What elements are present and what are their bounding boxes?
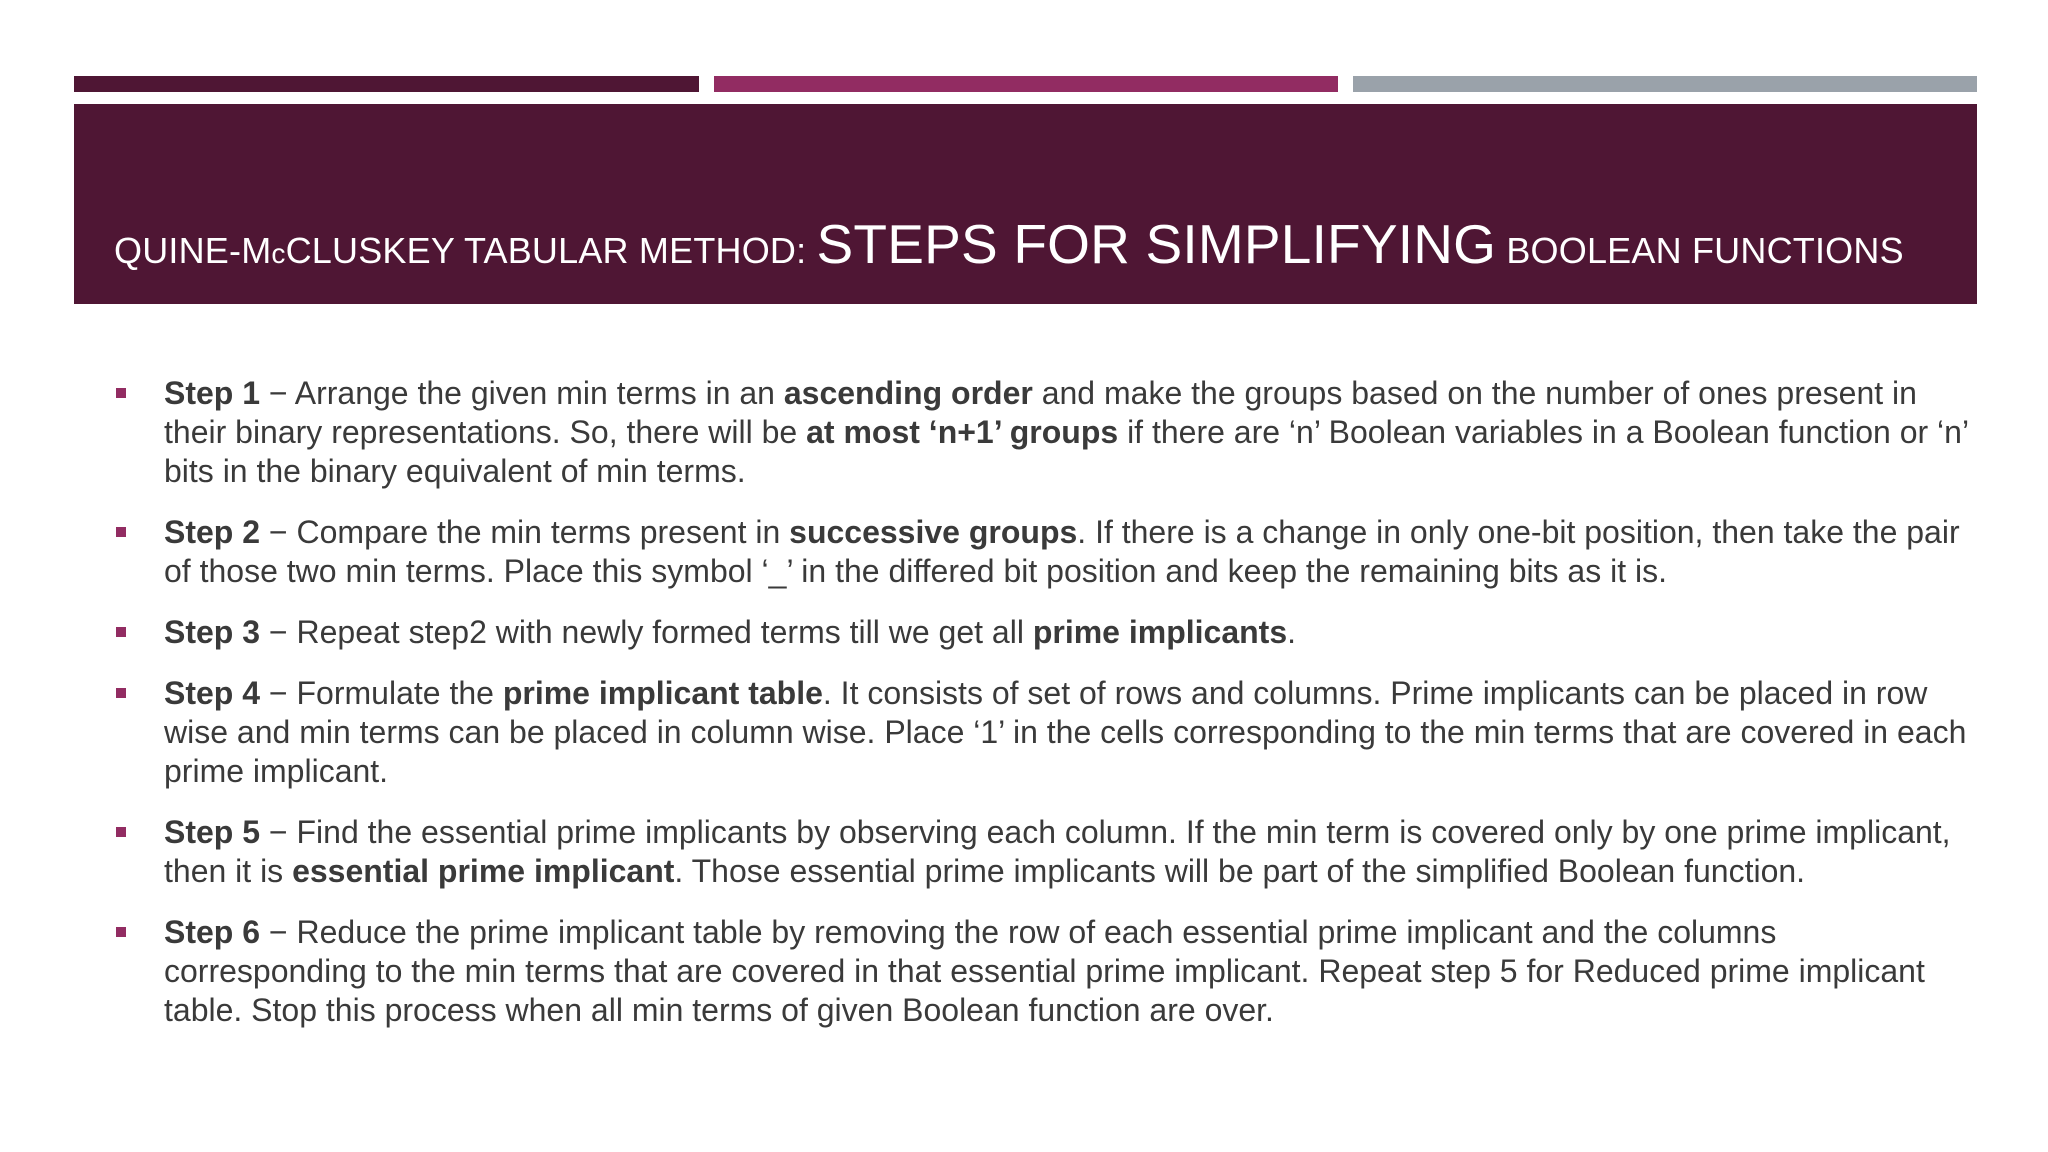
accent-bar-dark xyxy=(74,76,699,92)
step-emphasis: prime implicant table xyxy=(502,675,823,711)
title-part-4: STEPS FOR SIMPLIFYING xyxy=(816,213,1497,275)
step-label: Step 1 xyxy=(164,375,261,411)
bullet-square-icon xyxy=(116,827,126,837)
bullet-square-icon xyxy=(116,927,126,937)
bullet-square-icon xyxy=(116,388,126,398)
step-item xyxy=(112,513,1972,591)
bullet-square-icon xyxy=(116,627,126,637)
step-emphasis: essential prime implicant xyxy=(292,853,675,889)
step-text: − Find the essential prime implicants by observing each column. If the min term is covered only by one prime implicant, then it is xyxy=(164,814,1951,889)
step-text: − Formulate the xyxy=(260,675,503,711)
step-text: . It consists of set of rows and columns. Prime implicants can be placed in row wise and min terms can be placed in column wise. Place ‘1’ in the cells corresponding to the min terms that are covered in each prime implicant. xyxy=(164,675,1967,789)
slide-title xyxy=(114,212,1904,276)
step-item xyxy=(112,613,1972,652)
bullet-square-icon xyxy=(116,527,126,537)
step-label: Step 5 xyxy=(164,814,261,850)
step-text: . xyxy=(1287,614,1296,650)
title-part-1: QUINE-M xyxy=(114,230,272,271)
bullet-square-icon xyxy=(116,688,126,698)
step-emphasis: ascending order xyxy=(783,375,1033,411)
step-text: − Reduce the prime implicant table by removing the row of each essential prime implicant and the columns corresponding to the min terms that are covered in that essential prime implicant. Repeat step 5 for Reduced prime implicant table. Stop this process when all min terms of given Boolean function are over. xyxy=(164,914,1925,1028)
step-item xyxy=(112,374,1972,491)
title-band xyxy=(74,104,1977,304)
step-text: − Compare the min terms present in xyxy=(260,514,790,550)
step-text: . If there is a change in only one-bit position, then take the pair of those two min terms. Place this symbol ‘_’ in the differed bit position and keep the remaining bits as it is. xyxy=(164,514,1960,589)
step-text: and make the groups based on the number of ones present in their binary representations. So, there will be xyxy=(164,375,1917,450)
step-label: Step 2 xyxy=(164,514,261,550)
title-part-5: BOOLEAN FUNCTIONS xyxy=(1496,230,1904,271)
step-emphasis: prime implicants xyxy=(1032,614,1288,650)
step-text: − Arrange the given min terms in an xyxy=(260,375,784,411)
step-item xyxy=(112,913,1972,1030)
step-item xyxy=(112,813,1972,891)
step-text: if there are ‘n’ Boolean variables in a Boolean function or ‘n’ bits in the binary equivalent of min terms. xyxy=(164,414,1968,489)
step-label: Step 4 xyxy=(164,675,261,711)
step-emphasis: successive groups xyxy=(789,514,1078,550)
step-text: . Those essential prime implicants will be part of the simplified Boolean function. xyxy=(674,853,1806,889)
step-item xyxy=(112,674,1972,791)
title-part-2: c xyxy=(271,238,286,269)
step-label: Step 3 xyxy=(164,614,261,650)
step-text: − Repeat step2 with newly formed terms till we get all xyxy=(260,614,1033,650)
step-label: Step 6 xyxy=(164,914,261,950)
step-emphasis: at most ‘n+1’ groups xyxy=(806,414,1119,450)
accent-bar-gray xyxy=(1353,76,1977,92)
accent-bar-magenta xyxy=(714,76,1338,92)
steps-list xyxy=(112,374,1972,1052)
title-part-3: CLUSKEY TABULAR METHOD: xyxy=(285,230,817,271)
